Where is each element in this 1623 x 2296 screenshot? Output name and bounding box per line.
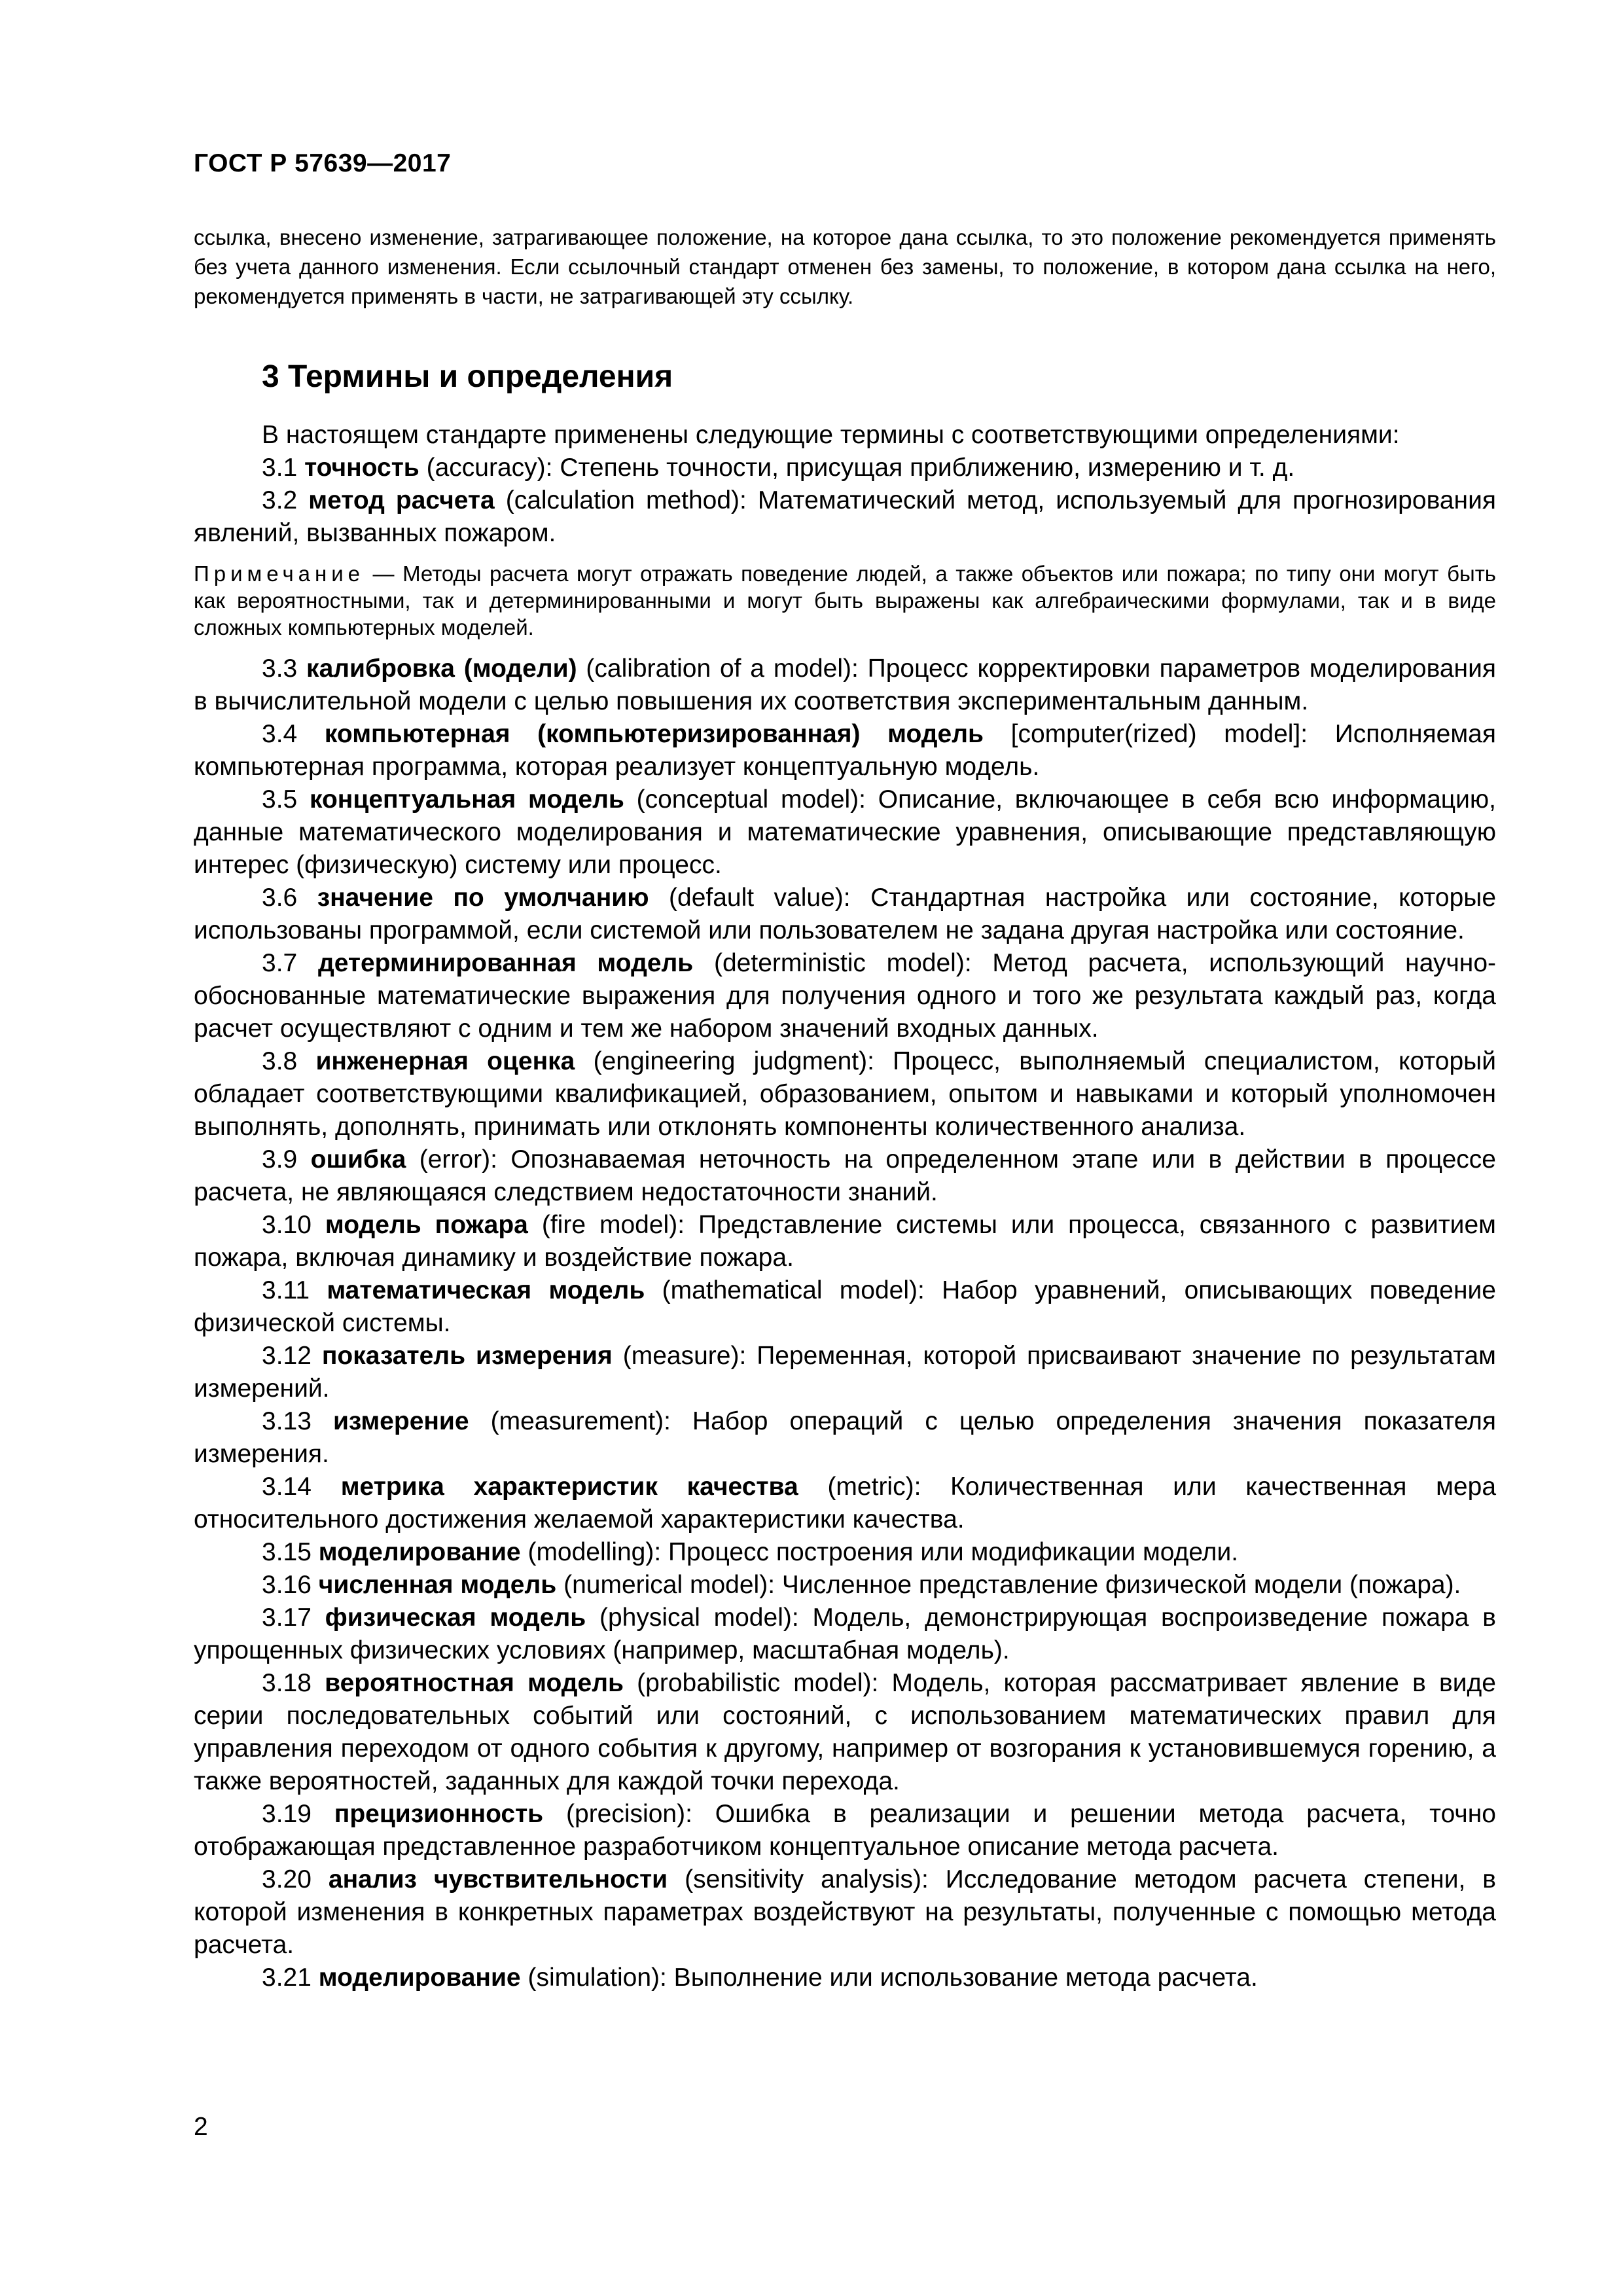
term-name: вероятностная модель [325, 1669, 624, 1697]
term-name: точность [304, 454, 419, 482]
page-number: 2 [194, 2113, 208, 2141]
section-body [194, 419, 1496, 1994]
term-english: (modelling) [527, 1538, 654, 1566]
term-entry [194, 882, 1496, 947]
term-english: (error) [419, 1145, 491, 1174]
term-name: измерение [332, 1407, 469, 1435]
term-number: 3.12 [262, 1342, 312, 1370]
note-text: — Методы расчета могут отражать поведение людей, а также объектов или пожара; по типу они могут быть как вероятностными, так и детерминированными и могут быть выражены как алгебраическими формулами, так и в виде сложных компьютерных моделей. [194, 562, 1496, 639]
term-number: 3.6 [262, 884, 298, 912]
term-number: 3.11 [262, 1276, 310, 1304]
term-entry [194, 653, 1496, 718]
term-number: 3.20 [262, 1865, 312, 1893]
term-entry [194, 1405, 1496, 1471]
term-english: (probabilistic model) [637, 1669, 872, 1697]
term-number: 3.13 [262, 1407, 312, 1435]
term-number: 3.21 [262, 1964, 312, 1992]
section-title: 3 Термины и определения [262, 359, 673, 394]
term-definition: : Описание, включающее в себя всю информацию, данные математического моделирования и математические уравнения, описывающие представляющую интерес (физическую) систему или процесс. [194, 785, 1496, 879]
term-entry [194, 1569, 1496, 1602]
term-name: метрика характеристик качества [340, 1473, 798, 1501]
term-name: значение по умолчанию [317, 884, 649, 912]
term-entry [194, 1045, 1496, 1143]
term-definition: : Опознаваемая неточность на определенном этапе или в действии в процессе расчета, не являющаяся следствием недостаточности знаний. [194, 1145, 1496, 1206]
term-name: концептуальная модель [309, 785, 624, 814]
term-definition: : Переменная, которой присваивают значение по результатам измерений. [194, 1342, 1496, 1403]
term-name: инженерная оценка [315, 1047, 575, 1075]
term-entry [194, 1798, 1496, 1863]
term-english: (numerical model) [563, 1571, 768, 1599]
term-name: метод расчета [308, 486, 495, 514]
term-definition: : Исследование методом расчета степени, в которой изменения в конкретных параметрах воздействуют на результаты, полученные с помощью метода расчета. [194, 1865, 1496, 1959]
term-english: (mathematical model) [662, 1276, 918, 1304]
term-number: 3.2 [262, 486, 298, 514]
term-name: компьютерная (компьютеризированная) модель [324, 720, 984, 748]
term-entry [194, 1340, 1496, 1405]
term-entry [194, 1962, 1496, 1994]
term-entry [194, 1536, 1496, 1569]
term-english: (calibration of a model) [586, 655, 852, 683]
term-definition: : Ошибка в реализации и решении метода расчета, точно отображающая представленное разработчиком концептуальное описание метода расчета. [194, 1800, 1496, 1861]
term-entry [194, 452, 1496, 484]
term-name: калибровка (модели) [306, 655, 577, 683]
term-name: прецизионность [334, 1800, 544, 1828]
term-definition: : Модель, демонстрирующая воспроизведение пожара в упрощенных физических условиях (например, масштабная модель). [194, 1604, 1496, 1664]
term-number: 3.18 [262, 1669, 312, 1697]
term-name: математическая модель [327, 1276, 645, 1304]
term-number: 3.7 [262, 949, 298, 977]
term-number: 3.8 [262, 1047, 298, 1075]
term-definition: : Количественная или качественная мера относительного достижения желаемой характеристики качества. [194, 1473, 1497, 1534]
intro-paragraph [194, 223, 1496, 311]
term-definition: : Степень точности, присущая приближению, измерению и т. д. [545, 454, 1295, 482]
term-name: физическая модель [325, 1604, 586, 1632]
term-definition: : Исполняемая компьютерная программа, которая реализует концептуальную модель. [194, 720, 1496, 781]
term-entry [194, 484, 1496, 550]
note [194, 560, 1496, 641]
term-entry [194, 1863, 1496, 1962]
term-entry [194, 947, 1496, 1045]
term-definition: : Математический метод, используемый для прогнозирования явлений, вызванных пожаром. [194, 486, 1496, 547]
term-definition: : Набор операций с целью определения значения показателя измерения. [194, 1407, 1496, 1468]
intro-text: ссылка, внесено изменение, затрагивающее положение, на которое дана ссылка, то это положение рекомендуется применять без учета данного изменения. Если ссылочный стандарт отменен без замены, то положение, в котором дана ссылка на него, рекомендуется применять в части, не затрагивающей эту ссылку. [194, 225, 1496, 308]
term-name: показатель измерения [321, 1342, 613, 1370]
term-definition: : Численное представление физической модели (пожара). [768, 1571, 1461, 1599]
term-number: 3.4 [262, 720, 298, 748]
term-definition: : Набор уравнений, описывающих поведение физической системы. [194, 1276, 1496, 1337]
term-definition: : Стандартная настройка или состояние, которые использованы программой, если системой или пользователем не задана другая настройка или состояние. [194, 884, 1497, 944]
term-english: (default value) [669, 884, 844, 912]
term-english: (conceptual model) [636, 785, 859, 814]
term-english: (measure) [622, 1342, 740, 1370]
term-entry [194, 718, 1496, 783]
document-header: ГОСТ Р 57639—2017 [194, 149, 452, 177]
term-number: 3.9 [262, 1145, 298, 1174]
term-english: [computer(rized) model] [1010, 720, 1301, 748]
term-number: 3.15 [262, 1538, 312, 1566]
term-english: (precision) [566, 1800, 686, 1828]
term-english: (accuracy) [426, 454, 546, 482]
term-number: 3.14 [262, 1473, 312, 1501]
term-number: 3.1 [262, 454, 298, 482]
term-definition: : Процесс, выполняемый специалистом, который обладает соответствующими квалификацией, образованием, опытом и навыками и который уполномочен выполнять, дополнять, принимать или отклонять компоненты количественного анализа. [194, 1047, 1496, 1141]
term-name: численная модель [318, 1571, 557, 1599]
term-number: 3.19 [262, 1800, 312, 1828]
term-entry [194, 1143, 1496, 1209]
term-english: (measurement) [490, 1407, 664, 1435]
term-english: (simulation) [527, 1964, 660, 1992]
term-entry [194, 783, 1496, 882]
term-definition: : Выполнение или использование метода расчета. [660, 1964, 1258, 1992]
term-name: ошибка [310, 1145, 406, 1174]
term-english: (physical model) [599, 1604, 792, 1632]
term-english: (deterministic model) [714, 949, 965, 977]
term-name: анализ чувствительности [328, 1865, 668, 1893]
term-definition: : Процесс корректировки параметров моделирования в вычислительной модели с целью повышения их соответствия экспериментальным данным. [194, 655, 1496, 715]
term-entry [194, 1667, 1496, 1798]
term-definition: : Процесс построения или модификации модели. [654, 1538, 1239, 1566]
term-number: 3.3 [262, 655, 298, 683]
term-name: моделирование [318, 1964, 521, 1992]
term-number: 3.16 [262, 1571, 312, 1599]
term-name: модель пожара [325, 1211, 528, 1239]
term-number: 3.17 [262, 1604, 312, 1632]
term-definition: : Модель, которая рассматривает явление в виде серии последовательных событий или состояний, с использованием математических правил для управления переходом от одного события к другому, например от возгорания к установившемуся горению, а также вероятностей, заданных для каждой точки перехода. [194, 1669, 1496, 1795]
term-english: (sensitivity analysis) [685, 1865, 922, 1893]
term-name: моделирование [318, 1538, 521, 1566]
term-entry [194, 1274, 1496, 1340]
term-number: 3.5 [262, 785, 298, 814]
term-entry [194, 1209, 1496, 1274]
term-english: (fire model) [541, 1211, 678, 1239]
term-definition: : Метод расчета, использующий научно-обоснованные математические выражения для получения одного и того же результата каждый раз, когда расчет осуществляют с одним и тем же набором значений входных данных. [194, 949, 1496, 1043]
term-name: детерминированная модель [317, 949, 694, 977]
note-label: Примечание [194, 562, 365, 586]
term-english: (calculation method) [505, 486, 740, 514]
term-english: (engineering judgment) [593, 1047, 868, 1075]
term-entry [194, 1471, 1496, 1536]
term-definition: : Представление системы или процесса, связанного с развитием пожара, включая динамику и воздействие пожара. [194, 1211, 1496, 1272]
section-lead: В настоящем стандарте применены следующие термины с соответствующими определениями: [262, 421, 1400, 449]
term-entry [194, 1602, 1496, 1667]
term-english: (metric) [827, 1473, 914, 1501]
term-number: 3.10 [262, 1211, 312, 1239]
